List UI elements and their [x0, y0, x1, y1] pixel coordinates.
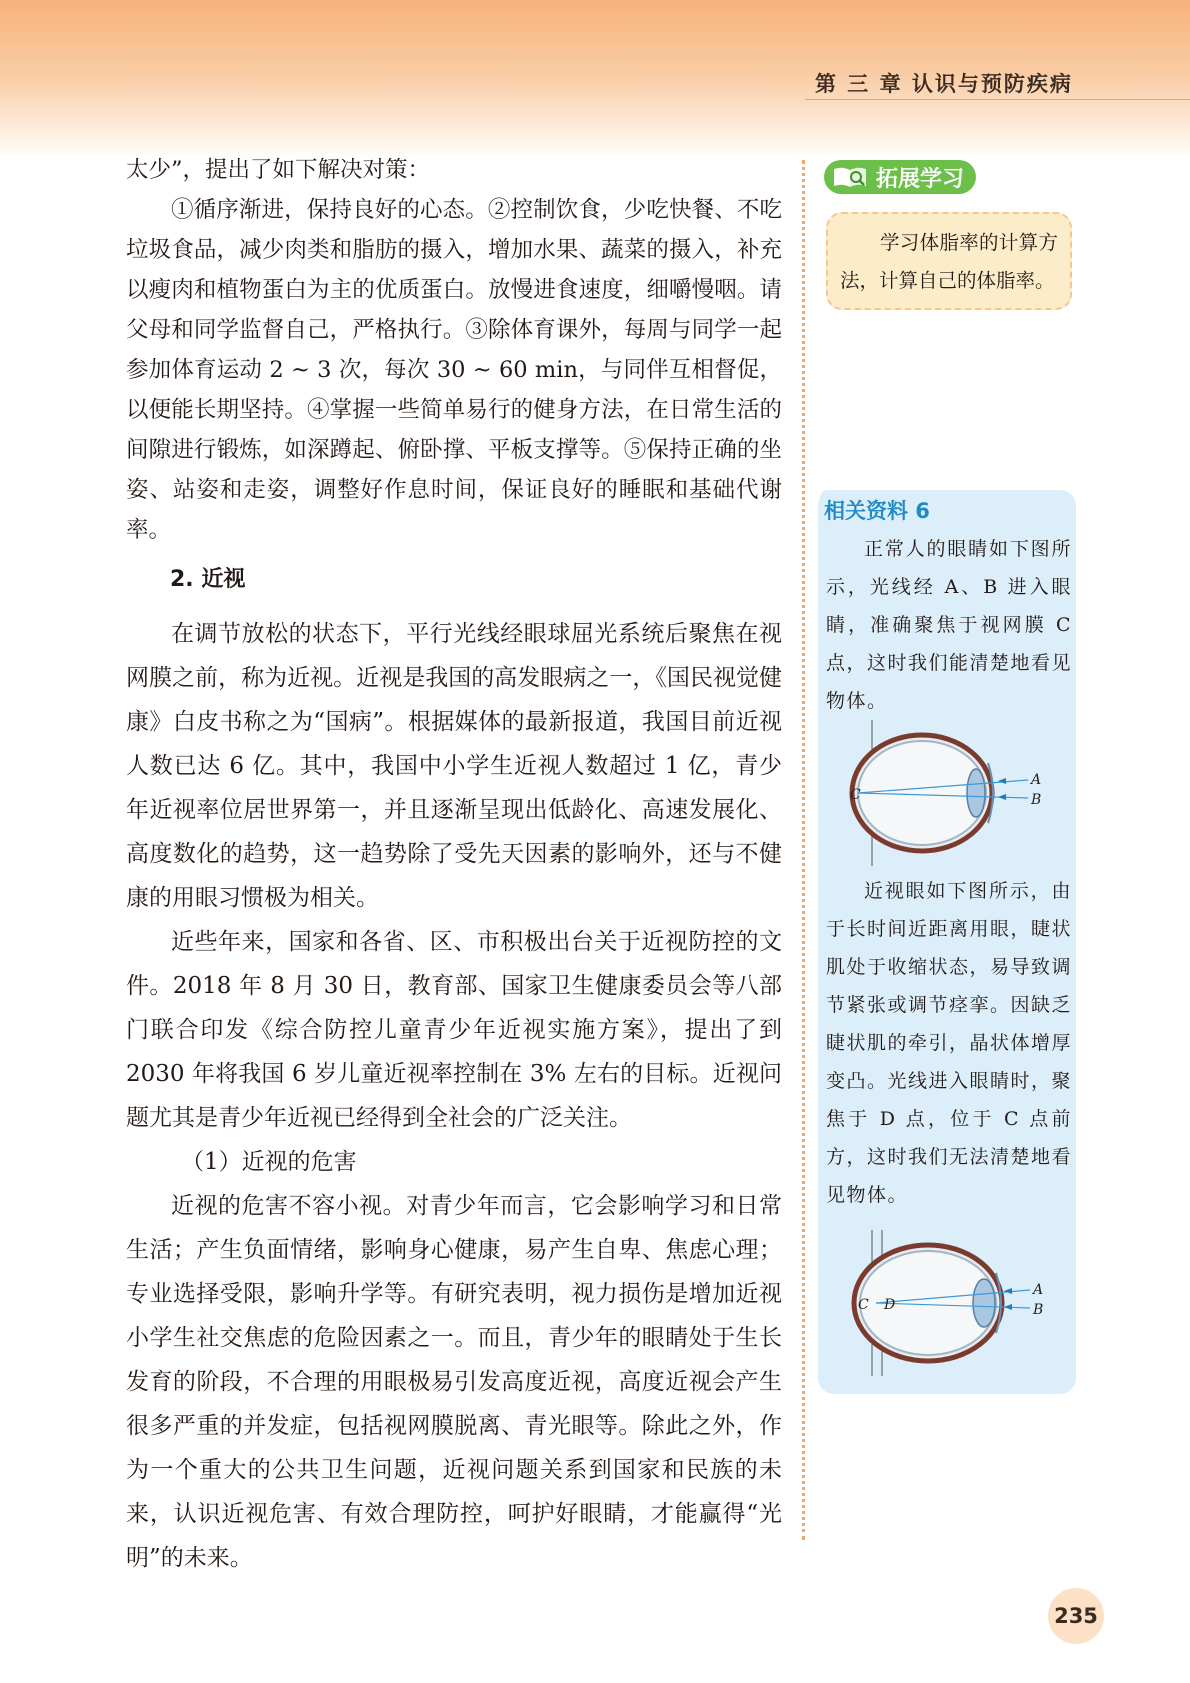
reference-tab — [820, 490, 938, 526]
header-rule — [805, 99, 1190, 100]
fig1-label-b: B — [1031, 792, 1042, 808]
subheading-harm: （1）近视的危害 — [181, 1149, 357, 1175]
fig2-label-b: B — [1033, 1302, 1044, 1318]
fig1-label-c: C — [850, 787, 861, 803]
paragraph-policy: 近些年来，国家和各省、区、市积极出台关于近视防控的文件。2018 年 8 月 30 日，教育部、国家卫生健康委员会等八部门联合印发《综合防控儿童青少年近视实施方案》，提出了到 2030 年将我国 6 岁儿童近视率控制在 3% 左右的目标。近视问题尤其是青少年近视已经得到全社会的广泛关注。 — [126, 929, 782, 1131]
fig2-label-d: D — [884, 1297, 896, 1313]
myopic-eye-diagram — [838, 1228, 1058, 1378]
reference-paragraph-2: 近视眼如下图所示，由于长时间近距离用眼，睫状肌处于收缩状态，易导致调节紧张或调节痉挛。因缺乏睫状肌的牵引，晶状体增厚变凸。光线进入眼睛时，聚焦于 D 点，位于 C 点前方，这时我们无法清楚地看见物体。 — [826, 880, 1073, 1206]
extended-learning-label: 拓展学习 — [876, 166, 965, 192]
reference-text-myopia — [826, 872, 1072, 1214]
page-number: 235 — [1048, 1588, 1104, 1644]
fig2-label-a: A — [1033, 1282, 1044, 1298]
extended-learning-tag — [824, 160, 976, 194]
book-magnifier-icon — [832, 164, 870, 190]
fig1-label-a: A — [1031, 772, 1042, 788]
reference-text-normal — [826, 530, 1072, 720]
reference-paragraph-1: 正常人的眼睛如下图所示，光线经 A、B 进入眼睛，准确聚焦于视网膜 C 点，这时我们能清楚地看见物体。 — [826, 538, 1073, 712]
section-title: 2. 近视 — [170, 567, 246, 592]
paragraph-harm: 近视的危害不容小视。对青少年而言，它会影响学习和日常生活；产生负面情绪，影响身心健康，易产生自卑、焦虑心理；专业选择受限，影响升学等。有研究表明，视力损伤是增加近视小学生社交焦虑的危险因素之一。而且，青少年的眼睛处于生长发育的阶段，不合理的用眼极易引发高度近视，高度近视会产生很多严重的并发症，包括视网膜脱离、青光眼等。除此之外，作为一个重大的公共卫生问题，近视问题关系到国家和民族的未来，认识近视危害、有效合理防控，呵护好眼睛，才能赢得“光明”的未来。 — [126, 1193, 782, 1571]
reference-label: 相关资料 6 — [824, 499, 930, 523]
paragraph-myopia-definition: 在调节放松的状态下，平行光线经眼球屈光系统后聚焦在视网膜之前，称为近视。近视是我国的高发眼病之一，《国民视觉健康》白皮书称之为“国病”。根据媒体的最新报道，我国目前近视人数已达 6 亿。其中，我国中小学生近视人数超过 1 亿，青少年近视率位居世界第一，并且逐渐呈现出低龄化、高速发展化、高度数化的趋势，这一趋势除了受先天因素的影响外，还与不健康的用眼习惯极为相关。 — [126, 621, 782, 911]
paragraph-countermeasures: ①循序渐进，保持良好的心态。②控制饮食，少吃快餐、不吃垃圾食品，减少肉类和脂肪的摄入，增加水果、蔬菜的摄入，补充以瘦肉和植物蛋白为主的优质蛋白。放慢进食速度，细嚼慢咽。请父母和同学监督自己，严格执行。③除体育课外，每周与同学一起参加体育运动 2 ~ 3 次，每次 30 ~ 60 min，与同伴互相督促，以便能长期坚持。④掌握一些简单易行的健身方法，在日常生活的间隙进行锻炼，如深蹲起、俯卧撑、平板支撑等。⑤保持正确的坐姿、站姿和走姿，调整好作息时间，保证良好的睡眠和基础代谢率。 — [126, 197, 782, 543]
chapter-title: 第 三 章 认识与预防疾病 — [815, 71, 1073, 96]
lead-line: 太少”，提出了如下解决对策： — [126, 157, 431, 183]
extended-learning-box: 学习体脂率的计算方法，计算自己的体脂率。 — [826, 212, 1072, 310]
normal-eye-diagram — [838, 718, 1058, 868]
column-divider — [802, 160, 805, 1540]
main-column — [126, 150, 782, 1580]
fig2-label-c: C — [858, 1297, 869, 1313]
